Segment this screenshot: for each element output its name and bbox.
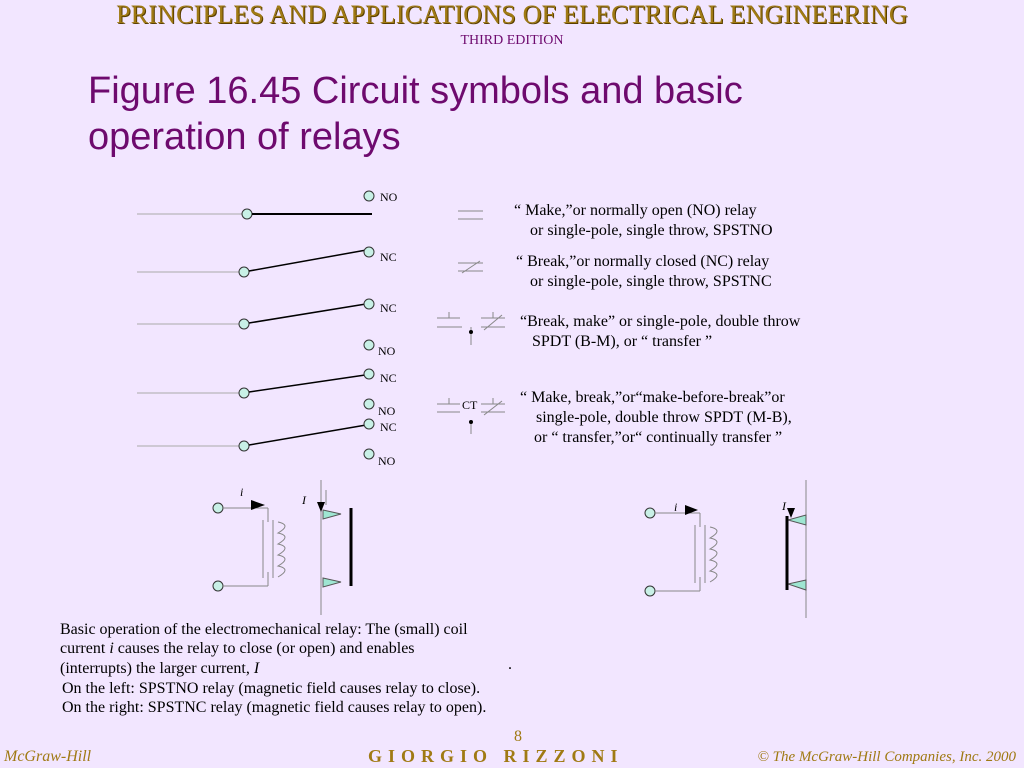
junction-dot xyxy=(469,420,473,424)
terminal-dot xyxy=(364,191,374,201)
relay-type-desc: or single-pole, single throw, SPSTNC xyxy=(530,273,772,290)
footer-publisher: McGraw-Hill xyxy=(4,748,92,765)
terminal-dot xyxy=(239,319,249,329)
contact-arrow-icon xyxy=(323,510,341,519)
terminal-dot xyxy=(364,369,374,379)
terminal-dot xyxy=(364,399,374,409)
caption-line: Basic operation of the electromechanical relay: The (small) coil xyxy=(60,621,468,638)
label-no: NO xyxy=(380,190,398,204)
label-nc: NC xyxy=(380,301,397,315)
terminal-dot xyxy=(364,247,374,257)
left-relay-drawing xyxy=(213,480,326,615)
footer-copyright: © The McGraw-Hill Companies, Inc. 2000 xyxy=(757,749,1016,765)
switch-blade xyxy=(249,374,372,392)
relay-type-desc: “ Break,”or normally closed (NC) relay xyxy=(516,253,770,270)
caption-line: On the left: SPSTNO relay (magnetic field causes relay to close). xyxy=(62,680,481,697)
relay-type-desc: SPDT (B-M), or “ transfer ” xyxy=(532,333,713,350)
page-number: 8 xyxy=(514,728,522,745)
terminal-dot xyxy=(239,388,249,398)
label-load-current: I xyxy=(302,493,306,507)
terminal-dot xyxy=(239,267,249,277)
terminal-dot xyxy=(364,449,374,459)
relay-type-desc: “Break, make” or single-pole, double throw xyxy=(520,313,801,330)
relay-type-desc: or single-pole, single throw, SPSTNO xyxy=(530,222,773,239)
terminal-dot xyxy=(364,340,374,350)
relay-type-desc: or “ transfer,”or“ continually transfer ” xyxy=(534,429,783,446)
figure-title: Figure 16.45 Circuit symbols and basic operation of relays xyxy=(88,70,743,158)
label-nc: NC xyxy=(380,371,397,385)
caption-line: (interrupts) the larger current, I xyxy=(60,660,260,677)
switch-blade xyxy=(249,303,372,323)
terminal-dot xyxy=(364,299,374,309)
label-coil-current: i xyxy=(240,485,244,499)
label-coil-current: i xyxy=(674,500,678,514)
label-nc: NC xyxy=(380,250,397,264)
label-ct: CT xyxy=(462,398,478,412)
footer-author: GIORGIO RIZZONI xyxy=(368,746,624,766)
contact-arrow-icon xyxy=(788,580,806,590)
relay-type-desc: “ Make, break,”or“make-before-break”or xyxy=(520,389,785,406)
edition-label: THIRD EDITION xyxy=(460,33,564,48)
contact-arrow-icon xyxy=(323,578,341,587)
label-no: NO xyxy=(378,404,396,418)
book-title: PRINCIPLES AND APPLICATIONS OF ELECTRICAL ENGINEERING xyxy=(116,0,908,29)
label-load-current: I xyxy=(782,499,786,513)
caption-line: current i causes the relay to close (or open) and enables xyxy=(60,640,415,657)
relay-type-desc: “ Make,”or normally open (NO) relay xyxy=(514,202,757,219)
caption-dot: . xyxy=(508,656,512,673)
junction-dot xyxy=(469,330,473,334)
switch-blade xyxy=(249,424,372,445)
label-nc: NC xyxy=(380,420,397,434)
caption-line: On the right: SPSTNC relay (magnetic field causes relay to open). xyxy=(62,699,487,716)
terminal-dot xyxy=(364,419,374,429)
label-no: NO xyxy=(378,454,396,468)
relay-type-desc: single-pole, double throw SPDT (M-B), xyxy=(536,409,792,426)
terminal-dot xyxy=(242,209,252,219)
switch-blade xyxy=(249,249,372,271)
label-no: NO xyxy=(378,344,396,358)
terminal-dot xyxy=(239,441,249,451)
